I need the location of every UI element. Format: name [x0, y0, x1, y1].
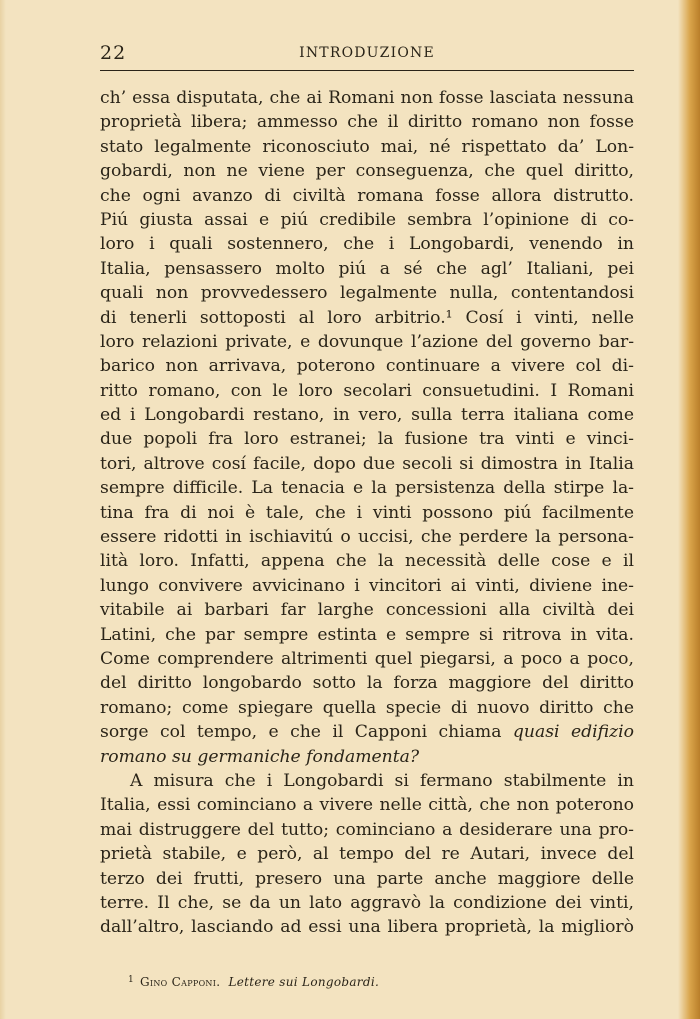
footnote — [128, 975, 379, 989]
text-line: romano; come spiegare quella specie di nuovo diritto che — [100, 697, 634, 718]
text-line: che ogni avanzo di civiltà romana fosse allora distrutto. — [100, 185, 634, 206]
text-line: loro relazioni private, e dovunque l’azione del governo bar- — [100, 331, 634, 352]
text-line: proprietà libera; ammesso che il diritto romano non fosse — [100, 112, 634, 133]
footnote-author: Gino Capponi. — [140, 975, 221, 989]
text-line: quali non provvedessero legalmente nulla, contentandosi — [100, 283, 634, 304]
text-line: mai distruggere del tutto; cominciano a desiderare una pro- — [100, 819, 634, 840]
italic-quote: quasi edifizio — [512, 722, 634, 743]
footnote-marker: 1 — [128, 975, 135, 985]
body-text — [100, 86, 634, 940]
text-line: ch’ essa disputata, che ai Romani non fosse lasciata nessuna — [100, 88, 634, 108]
text-line: loro i quali sostennero, che i Longobardi, venendo in — [100, 234, 634, 255]
text-line: Italia, essi cominciano a vivere nelle città, che non poterono — [100, 795, 634, 816]
text-line: Piú giusta assai e piú credibile sembra l’opinione di co- — [100, 209, 634, 230]
text-line: stato legalmente riconosciuto mai, né rispettato da’ Lon- — [100, 136, 634, 157]
text-line: lungo convivere avvicinano i vincitori ai vinti, diviene ine- — [100, 575, 634, 596]
text-line-with-italic — [100, 720, 634, 744]
text-line: prietà stabile, e però, al tempo del re Autari, invece del — [100, 844, 634, 865]
text-line: terre. Il che, se da un lato aggravò la condizione dei vinti, — [100, 892, 634, 913]
paragraph-start-line: A misura che i Longobardi si fermano stabilmente in — [130, 770, 634, 791]
text-run: sorge col tempo, e che il Capponi chiama — [100, 722, 502, 743]
page-number: 22 — [100, 42, 127, 64]
text-line: terzo dei frutti, presero una parte anche maggiore delle — [100, 868, 634, 889]
italic-quote-line — [100, 745, 634, 769]
text-line: ed i Longobardi restano, in vero, sulla terra italiana come — [100, 405, 634, 426]
text-line: Italia, pensassero molto piú a sé che agl’ Italiani, pei — [100, 258, 634, 279]
page-shadow-left — [0, 0, 6, 1019]
text-line: essere ridotti in ischiavitú o uccisi, che perdere la persona- — [100, 527, 634, 548]
text-line: Latini, che par sempre estinta e sempre si ritrova in vita. — [100, 624, 634, 645]
text-line: ritto romano, con le loro secolari consuetudini. I Romani — [100, 380, 634, 401]
text-line: barico non arrivava, poterono continuare a vivere col di- — [100, 356, 634, 377]
text-line: tori, altrove cosí facile, dopo due secoli si dimostra in Italia — [100, 453, 634, 474]
page-edge-right — [678, 0, 700, 1019]
text-line: gobardi, non ne viene per conseguenza, che quel diritto, — [100, 161, 634, 182]
text-line: tina fra di noi è tale, che i vinti possono piú facilmente — [100, 502, 634, 523]
footnote-title: Lettere sui Longobardi. — [228, 975, 380, 989]
text-line: sempre difficile. La tenacia e la persistenza della stirpe la- — [100, 478, 634, 499]
text-line: del diritto longobardo sotto la forza maggiore del diritto — [100, 673, 634, 694]
text-line: due popoli fra loro estranei; la fusione tra vinti e vinci- — [100, 429, 634, 450]
header-rule — [100, 70, 634, 71]
text-line: dall’altro, lasciando ad essi una libera proprietà, la migliorò — [100, 917, 634, 938]
italic-quote: romano su germaniche fondamenta? — [100, 746, 420, 767]
text-line: di tenerli sottoposti al loro arbitrio.¹ Cosí i vinti, nelle — [100, 307, 634, 328]
page-header — [100, 40, 634, 70]
text-line: lità loro. Infatti, appena che la necessità delle cose e il — [100, 551, 634, 572]
running-title: INTRODUZIONE — [299, 45, 435, 61]
text-line: vitabile ai barbari far larghe concessioni alla civiltà dei — [100, 600, 634, 621]
text-line: Come comprendere altrimenti quel piegarsi, a poco a poco, — [100, 648, 634, 669]
